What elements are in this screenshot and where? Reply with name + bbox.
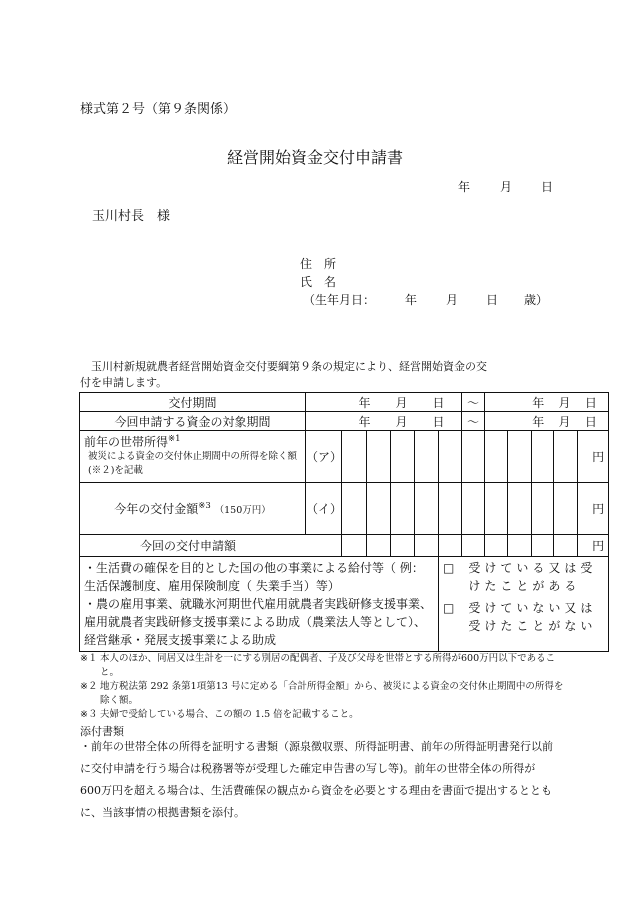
target-start [306, 412, 462, 431]
yen-unit: 円 [578, 431, 609, 483]
footnote-3 [80, 708, 570, 722]
amount-digit[interactable] [391, 483, 415, 535]
checkbox-icon[interactable]: □ [443, 601, 459, 615]
ymd-month: 月 [558, 414, 571, 429]
prev-income-sub: 被災による資金の交付休止期間中の所得を除く額(※２)を記載 [88, 451, 298, 476]
amount-digit[interactable] [508, 535, 532, 557]
checkbox-icon[interactable]: □ [443, 561, 459, 575]
body-text [80, 356, 560, 394]
amount-digit[interactable] [342, 535, 367, 557]
support-options-cell [439, 557, 609, 652]
attachments-text: ・前年の世帯全体の所得を証明する書類（源泉徴収票、所得証明書、前年の所得証明書発行以前に交付申請を行う場合は税務署等が受理した確定申告書の写し等)。前年の世帯全体の所得が600万円を超える場合は、生活費確保の観点から資金を必要とする理由を書面で提出するとともに、当該事情の根拠書類を添付。 [80, 740, 553, 819]
option-not-received-label: 受けていない又は受けたことがない [468, 601, 597, 633]
amount-digit[interactable] [532, 431, 554, 483]
support-item-2: ・農の雇用事業、就職氷河期世代雇用就農者実践研修支援事業、雇用就農者実践研修支援事業による助成（農業法人等として）、経営継承・発展支援事業による助成 [84, 597, 433, 647]
table-row-request-amount [80, 535, 609, 557]
page-title: 経営開始資金交付申請書 [226, 148, 403, 167]
amount-digit[interactable] [485, 535, 508, 557]
amount-digit[interactable] [554, 431, 578, 483]
target-period-label: 今回申請する資金の対象期間 [80, 412, 306, 431]
prev-income-cell [80, 431, 306, 483]
ymd-month: 月 [395, 414, 408, 429]
birth-label: （生年月日： [303, 293, 376, 307]
body-line-1: 玉川村新規就農者経営開始資金交付要綱第９条の規定により、経営開始資金の交 [91, 360, 487, 373]
period-start [306, 393, 462, 412]
amount-digit[interactable] [439, 535, 462, 557]
yen-unit: 円 [578, 535, 609, 557]
this-year-note: （150万円） [214, 505, 271, 516]
birth-day: 日 [486, 293, 499, 307]
amount-digit[interactable] [415, 535, 439, 557]
prev-income-label: 前年の世帯所得$^{※1}$ [84, 434, 181, 449]
date-day: 日 [541, 180, 554, 194]
ymd-year: 年 [358, 395, 371, 410]
support-item-1: ・生活費の確保を目的とした国の他の事業による給付等（ 例：生活保護制度、雇用保険制度（ 失業手当）等） [84, 561, 424, 593]
form-number: 様式第２号（第９条関係） [80, 102, 237, 117]
ymd-day: 日 [432, 395, 445, 410]
amount-digit[interactable] [462, 483, 485, 535]
footnote-text: 夫婦で受給している場合、この額の 1.5 倍を記載すること。 [100, 709, 359, 720]
footnote-mark: ※３ [80, 709, 98, 720]
attachments-heading: 添付書類 [80, 725, 124, 738]
table-row-period [80, 393, 609, 412]
footnote-mark: ※１ [80, 653, 98, 664]
application-table [79, 392, 609, 652]
ymd-month: 月 [395, 395, 408, 410]
ymd-day: 日 [584, 414, 597, 429]
tilde: ～ [462, 412, 485, 431]
amount-digit[interactable] [367, 535, 391, 557]
table-row-target-period [80, 412, 609, 431]
amount-digit[interactable] [342, 483, 367, 535]
amount-digit[interactable] [532, 483, 554, 535]
amount-digit[interactable] [462, 431, 485, 483]
amount-digit[interactable] [439, 431, 462, 483]
amount-digit[interactable] [508, 483, 532, 535]
date-month: 月 [500, 180, 513, 194]
amount-digit[interactable] [391, 535, 415, 557]
amount-digit[interactable] [415, 483, 439, 535]
footnote-text: 本人のほか、同居又は生計を一にする別居の配偶者、子及び父母を世帯とする所得が600万円以下であること。 [100, 653, 556, 678]
period-end [485, 393, 609, 412]
footnote-2 [80, 680, 570, 708]
table-row-this-year [80, 483, 609, 535]
footnote-mark: ※２ [80, 681, 98, 692]
footnote-text: 地方税法第 292 条第1項第13 号に定める「合計所得金額」から、被災による資金の交付休止期間中の所得を除く額。 [100, 681, 564, 706]
birth-age: 歳） [524, 293, 549, 307]
amount-digit[interactable] [532, 535, 554, 557]
body-line-2: 付を申請します。 [80, 376, 168, 389]
amount-digit[interactable] [367, 431, 391, 483]
request-amount-label: 今回の交付申請額 [80, 535, 342, 557]
amount-digit[interactable] [367, 483, 391, 535]
period-label: 交付期間 [80, 393, 306, 412]
ymd-day: 日 [432, 414, 445, 429]
amount-digit[interactable] [439, 483, 462, 535]
this-year-label: 今年の交付金額 [114, 502, 199, 516]
option-received[interactable] [443, 559, 604, 595]
ymd-day: 日 [584, 395, 597, 410]
amount-digit[interactable] [485, 483, 508, 535]
table-row-prev-income [80, 431, 609, 483]
amount-digit[interactable] [462, 535, 485, 557]
date-year: 年 [458, 180, 471, 194]
ymd-month: 月 [558, 395, 571, 410]
amount-digit[interactable] [554, 535, 578, 557]
this-year-cell [80, 483, 306, 535]
amount-digit[interactable] [554, 483, 578, 535]
name-label: 氏 名 [300, 275, 337, 289]
amount-digit[interactable] [508, 431, 532, 483]
address-label: 住 所 [300, 257, 337, 271]
amount-digit[interactable] [391, 431, 415, 483]
amount-digit[interactable] [485, 431, 508, 483]
option-not-received[interactable] [443, 599, 604, 635]
other-support-cell [80, 557, 439, 652]
mark-i: （イ） [306, 483, 342, 535]
footnote-1 [80, 652, 570, 680]
yen-unit: 円 [578, 483, 609, 535]
target-end [485, 412, 609, 431]
ymd-year: 年 [532, 414, 545, 429]
ymd-year: 年 [532, 395, 545, 410]
option-received-label: 受けている又は受けたことがある [468, 561, 597, 593]
amount-digit[interactable] [415, 431, 439, 483]
tilde: ～ [462, 393, 485, 412]
footnote-ref-1: ※1 [168, 434, 181, 444]
footnote-ref-3: ※3 [198, 501, 211, 511]
mark-a: （ア） [306, 431, 342, 483]
table-row-other-support [80, 557, 609, 652]
addressee: 玉川村長 様 [92, 209, 171, 224]
birth-month: 月 [446, 293, 459, 307]
amount-digit[interactable] [342, 431, 367, 483]
ymd-year: 年 [358, 414, 371, 429]
birth-year: 年 [405, 293, 418, 307]
